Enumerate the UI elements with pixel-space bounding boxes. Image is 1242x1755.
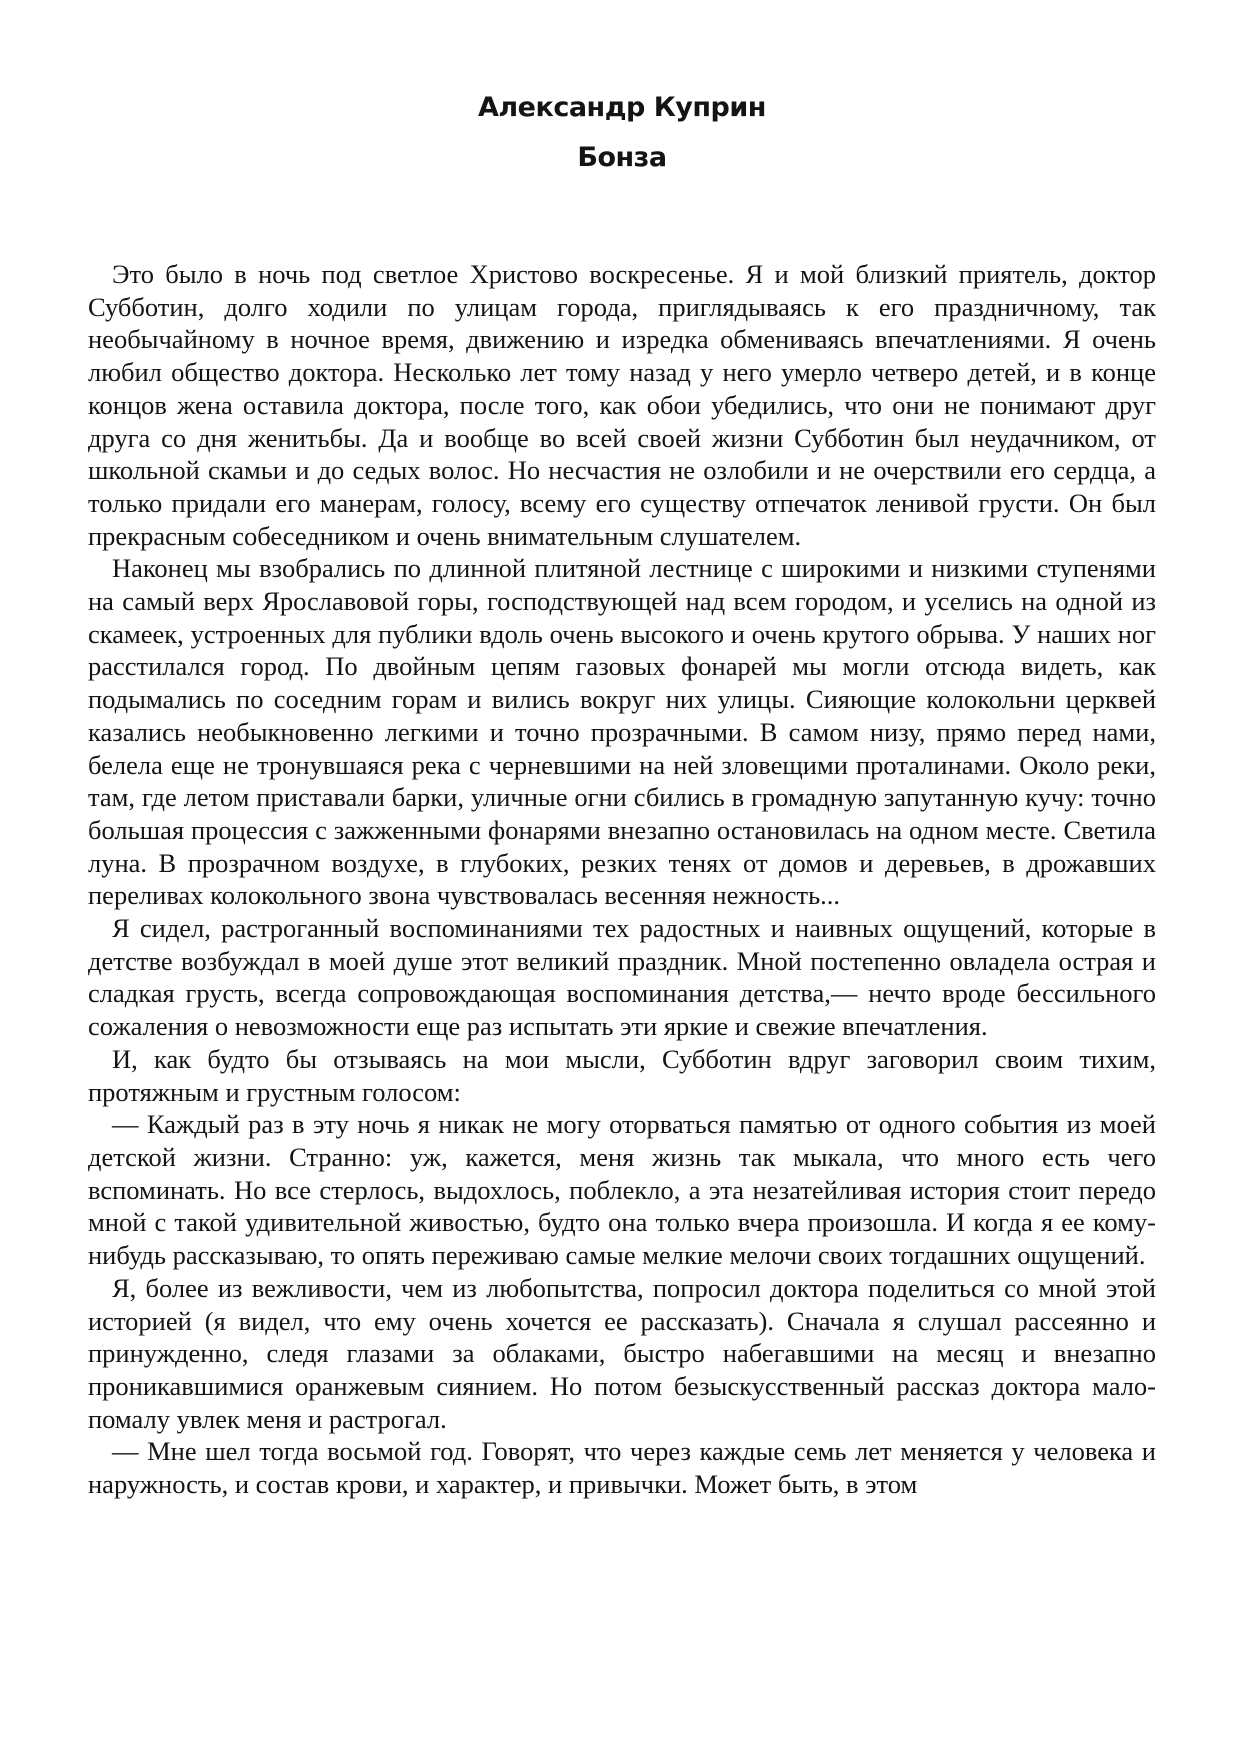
paragraph: И, как будто бы отзываясь на мои мысли, Субботин вдруг заговорил своим тихим, протяжным и грустным голосом: bbox=[88, 1043, 1156, 1107]
story-title: Бонза bbox=[577, 142, 667, 173]
paragraph: Наконец мы взобрались по длинной плитяной лестнице с широкими и низкими ступенями на самый верх Ярославовой горы, господствующей над всем городом, и уселись на одной из скамеек, устроенных для публики вдоль очень высокого и очень крутого обрыва. У наших ног расстилался город. По двойным цепям газовых фонарей мы могли отсюда видеть, как подымались по соседним горам и вились вокруг них улицы. Сияющие колокольни церквей казались необыкновенно легкими и точно прозрачными. В самом низу, прямо перед нами, белела еще не тронувшаяся река с черневшими на ней зловещими проталинами. Около реки, там, где летом приставали барки, уличные огни сбились в громадную запутанную кучу: точно большая процессия с зажженными фонарями внезапно остановилась на одном месте. Светила луна. В прозрачном воздухе, в глубоких, резких тенях от домов и деревьев, в дрожавших переливах колокольного звона чувствовалась весенняя нежность... bbox=[88, 553, 1156, 911]
paragraph: — Каждый раз в эту ночь я никак не могу оторваться памятью от одного события из моей детской жизни. Странно: уж, кажется, меня жизнь так мыкала, что много есть чего вспоминать. Но все стерлось, выдохлось, поблекло, а эта незатейливая история стоит передо мной с такой удивительной живостью, будто она только вчера произошла. И когда я ее кому-нибудь рассказываю, то опять переживаю самые мелкие мелочи своих тогдашних ощущений. bbox=[88, 1109, 1156, 1271]
paragraph: Это было в ночь под светлое Христово воскресенье. Я и мой близкий приятель, доктор Субботин, долго ходили по улицам города, приглядываясь к его праздничному, так необычайному в ночное время, движению и изредка обмениваясь впечатлениями. Я очень любил общество доктора. Несколько лет тому назад у него умерло четверо детей, и в конце концов жена оставила доктора, после того, как обои убедились, что они не понимают друг друга со дня женитьбы. Да и вообще во всей своей жизни Субботин был неудачником, от школьной скамьи и до седых волос. Но несчастия не озлобили и не очерствили его сердца, а только придали его манерам, голосу, всему его существу отпечаток ленивой грусти. Он был прекрасным собеседником и очень внимательным слушателем. bbox=[88, 259, 1156, 551]
paragraph: Я сидел, растроганный воспоминаниями тех радостных и наивных ощущений, которые в детстве возбуждал в моей душе этот великий праздник. Мной постепенно овладела острая и сладкая грусть, всегда сопровождающая воспоминания детства,— нечто вроде бессильного сожаления о невозможности еще раз испытать эти яркие и свежие впечатления. bbox=[88, 913, 1156, 1042]
paragraph: Я, более из вежливости, чем из любопытства, попросил доктора поделиться со мной этой историей (я видел, что ему очень хочется ее рассказать). Сначала я слушал рассеянно и принужденно, следя глазами за облаками, быстро набегавшими на месяц и внезапно проникавшимися оранжевым сиянием. Но потом безыскусственный рассказ доктора мало-помалу увлек меня и растрогал. bbox=[88, 1272, 1156, 1434]
story-text bbox=[88, 258, 1156, 1501]
author-name: Александр Куприн bbox=[478, 92, 766, 123]
paragraph: — Мне шел тогда восьмой год. Говорят, что через каждые семь лет меняется у человека и наружность, и состав крови, и характер, и привычки. Может быть, в этом bbox=[88, 1436, 1156, 1500]
